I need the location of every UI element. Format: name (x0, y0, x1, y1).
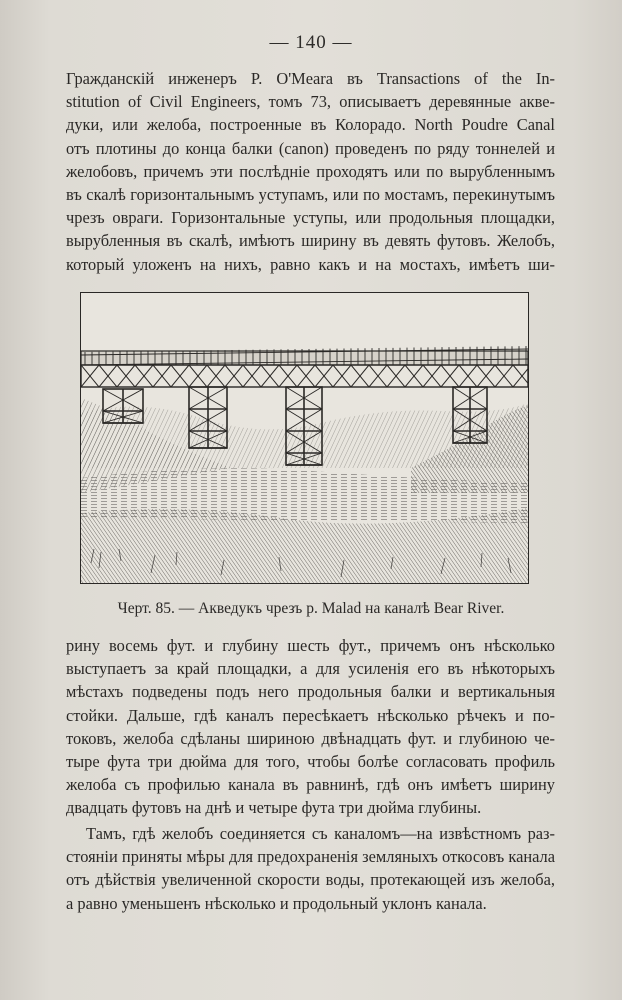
text-line: желобовъ, причемъ эти послѣдніе проходятъ или по вырубленнымъ (66, 161, 555, 181)
text-line: стояніи приняты мѣры для предохраненія земляныхъ откосовъ канала (66, 847, 555, 867)
text-line: отъ дѣйствія увеличенной скорости воды, протекающей изъ желоба, (66, 870, 555, 890)
paragraph-2 (66, 634, 555, 820)
text-line: стойки. Дальше, гдѣ каналъ пересѣкаетъ нѣсколько рѣчекъ и по- (66, 705, 555, 725)
text-line: рину восемь фут. и глубину шесть фут., причемъ онъ нѣсколько (66, 636, 555, 655)
text-line: Гражданскій инженеръ P. O'Meara въ Transactions of the In- (66, 69, 555, 88)
text-line: Тамъ, гдѣ желобъ соединяется съ каналомъ—на извѣстномъ раз- (86, 824, 555, 843)
page-number: — 140 — (269, 32, 353, 53)
text-line: stitution of Civil Engineers, томъ 73, описываетъ деревянные акве- (66, 92, 555, 112)
text-line: желоба съ профилью канала въ равнинѣ, гдѣ онъ имѣетъ ширину (66, 775, 555, 795)
text-line: въ скалѣ горизонтальнымъ уступамъ, или по мостамъ, перекинутымъ (66, 185, 555, 205)
text-line: который уложенъ на нихъ, равно какъ и на мостахъ, имѣетъ ши- (66, 254, 555, 274)
text-line: тыре фута три дюйма для того, чтобы болѣе согласовать профиль (66, 752, 555, 772)
text-line: токовъ, желоба сдѣланы шириною двѣнадцать фут. и глубиною че- (66, 728, 555, 748)
paragraph-1 (66, 67, 555, 276)
text-line: а равно уменьшенъ нѣсколько и продольный уклонъ канала. (66, 893, 487, 913)
text-line: дуки, или желоба, построенные въ Колорадо. North Poudre Canal (66, 115, 555, 135)
text-line: выступаетъ за край площадки, а для усиленія его въ нѣкоторыхъ (66, 659, 555, 679)
text-line: чрезъ овраги. Горизонтальные уступы, или продольныя площадки, (66, 208, 555, 228)
text-line: вырубленныя въ скалѣ, имѣютъ ширину въ девять футовъ. Желобъ, (66, 231, 555, 251)
text-line: двадцать футовъ на днѣ и четыре фута три дюйма глубины. (66, 798, 482, 818)
figure-caption: Черт. 85. — Акведукъ чрезъ р. Malad на каналѣ Bear River. (117, 600, 505, 617)
aqueduct-illustration (80, 292, 529, 584)
bridge-engraving-icon (81, 293, 528, 583)
text-line: отъ плотины до конца балки (canon) проведенъ по ряду тоннелей и (66, 138, 555, 158)
paragraph-3 (66, 822, 555, 915)
text-line: мѣстахъ подведены подъ него продольныя балки и вертикальныя (66, 682, 555, 702)
